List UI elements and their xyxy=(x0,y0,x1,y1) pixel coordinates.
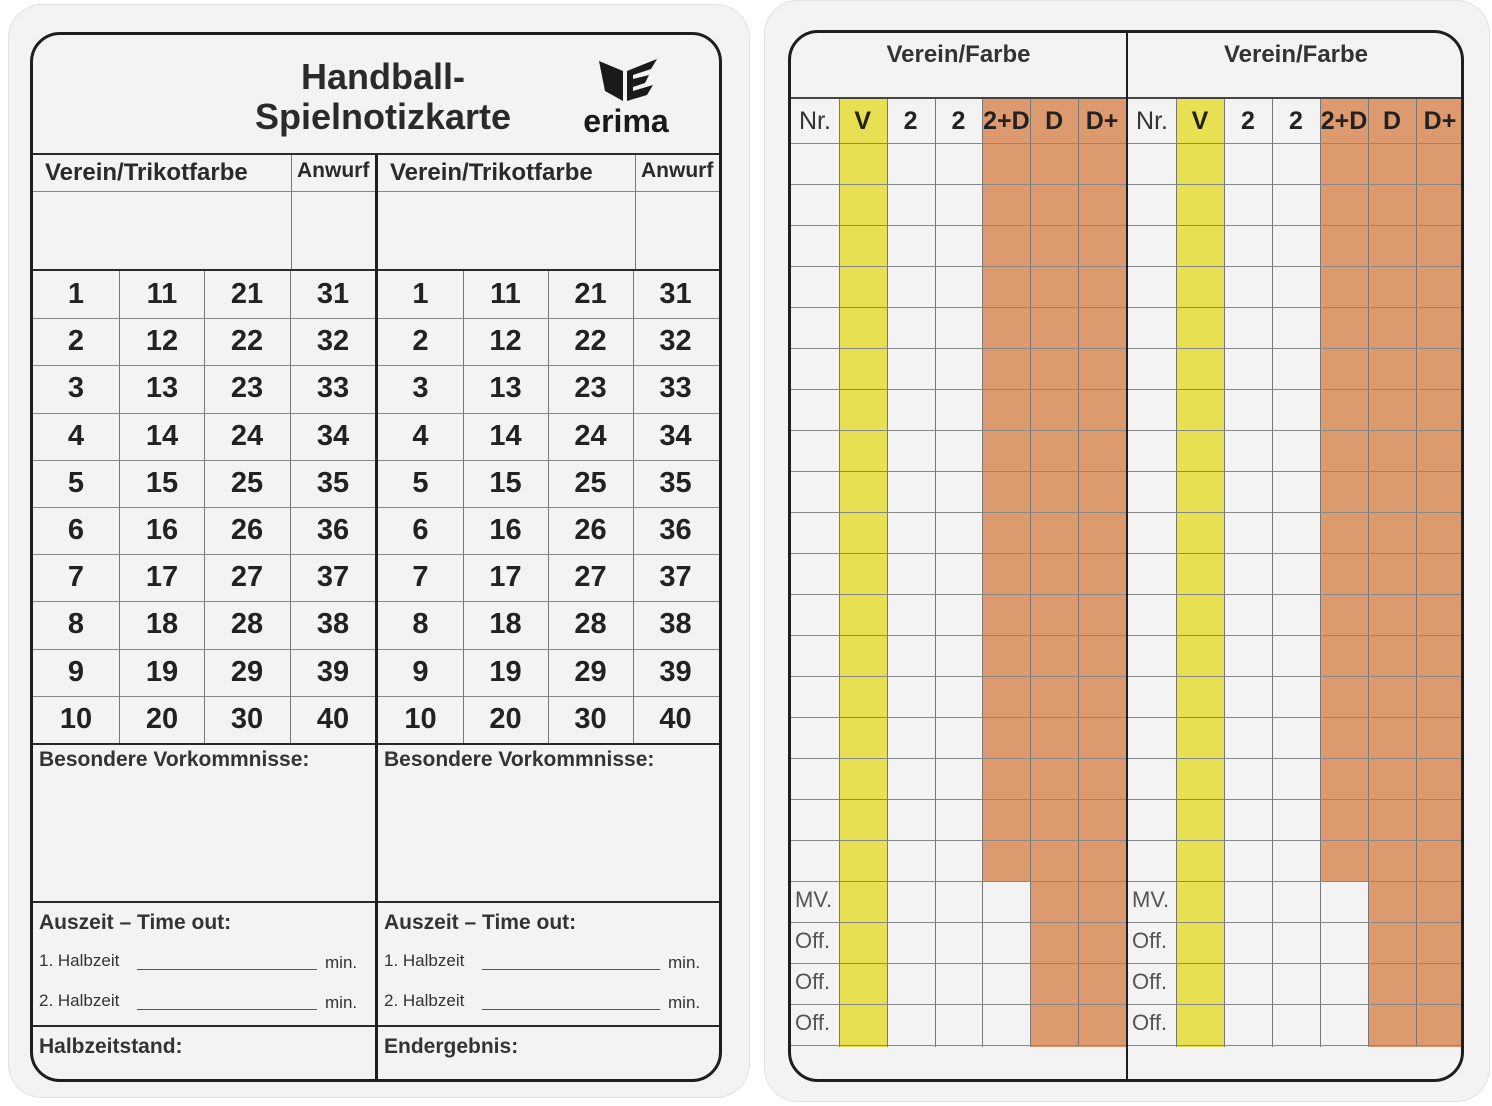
player-number-cell[interactable]: 33 xyxy=(659,372,692,404)
player-number-cell[interactable]: 36 xyxy=(659,514,692,546)
player-number-cell[interactable]: 2 xyxy=(412,325,429,357)
anwurf-label: Anwurf xyxy=(641,159,714,182)
team-name-box[interactable] xyxy=(33,155,375,271)
first-half-timeout-field[interactable] xyxy=(137,969,317,970)
anwurf-label: Anwurf xyxy=(297,159,370,182)
player-entry-row[interactable] xyxy=(791,718,1126,757)
column-header: Nr. xyxy=(1136,107,1168,135)
player-number-cell[interactable]: 27 xyxy=(574,561,607,593)
player-entry-row[interactable] xyxy=(791,308,1126,347)
erima-logo xyxy=(571,55,681,139)
player-number-cell[interactable]: 30 xyxy=(574,703,607,735)
player-number-cell[interactable]: 37 xyxy=(316,561,350,593)
second-half-timeout-field[interactable] xyxy=(482,1009,660,1010)
player-number-cell[interactable]: 20 xyxy=(489,703,522,735)
player-entry-row[interactable] xyxy=(791,841,1126,880)
incidents-label: Besondere Vorkommnisse: xyxy=(39,748,310,771)
player-number-cell[interactable]: 8 xyxy=(67,608,85,640)
player-number-cell[interactable]: 35 xyxy=(659,467,692,499)
player-number-cell[interactable]: 24 xyxy=(574,420,607,452)
official-label: Off. xyxy=(1132,928,1168,953)
incidents-section[interactable] xyxy=(378,745,719,903)
player-row-divider xyxy=(791,881,1126,882)
first-half-label: 1. Halbzeit xyxy=(39,951,120,970)
official-row-divider xyxy=(1128,1045,1464,1046)
player-number-cell[interactable]: 16 xyxy=(489,514,522,546)
player-entry-row[interactable] xyxy=(1128,759,1464,798)
player-number-cell[interactable]: 19 xyxy=(145,656,179,688)
column-header: V xyxy=(1191,107,1209,135)
player-number-cell[interactable]: 18 xyxy=(145,608,179,640)
player-entry-row[interactable] xyxy=(791,677,1126,716)
player-number-cell[interactable]: 34 xyxy=(659,420,692,452)
player-number-cell[interactable]: 18 xyxy=(489,608,522,640)
player-entry-row[interactable] xyxy=(791,554,1126,593)
player-number-cell[interactable]: 1 xyxy=(67,278,85,310)
player-number-cell[interactable]: 19 xyxy=(489,656,522,688)
first-half-label: 1. Halbzeit xyxy=(384,951,465,970)
scorecard-back xyxy=(764,0,1490,1102)
team-color-label: Verein/Trikotfarbe xyxy=(390,159,593,186)
player-number-cell[interactable]: 4 xyxy=(67,420,85,452)
player-number-cell[interactable]: 32 xyxy=(316,325,350,357)
player-entry-row[interactable] xyxy=(791,349,1126,388)
player-number-cell[interactable]: 21 xyxy=(230,278,264,310)
player-number-cell[interactable]: 2 xyxy=(67,325,85,357)
player-number-cell[interactable]: 12 xyxy=(489,325,522,357)
player-entry-row[interactable] xyxy=(1128,390,1464,429)
first-half-timeout-field[interactable] xyxy=(482,969,660,970)
official-label: Off. xyxy=(795,1010,831,1035)
scorecard-back-frame xyxy=(788,30,1464,1082)
second-half-min-label: min. xyxy=(325,993,358,1012)
incidents-section[interactable] xyxy=(33,745,375,903)
column-header: Nr. xyxy=(798,107,831,135)
player-number-cell[interactable]: 33 xyxy=(316,372,350,404)
header-block xyxy=(33,35,719,155)
player-entry-row[interactable] xyxy=(791,472,1126,511)
erima-logo-text: erima xyxy=(583,103,669,139)
player-number-cell[interactable]: 15 xyxy=(145,467,179,499)
player-number-cell[interactable]: 22 xyxy=(574,325,607,357)
player-entry-row[interactable] xyxy=(1128,718,1464,757)
player-entry-row[interactable] xyxy=(791,144,1126,183)
player-entry-row[interactable] xyxy=(791,431,1126,470)
player-number-cell[interactable]: 17 xyxy=(145,561,179,593)
player-entry-row[interactable] xyxy=(791,595,1126,634)
player-number-cell[interactable]: 23 xyxy=(574,372,607,404)
player-number-cell[interactable]: 20 xyxy=(145,703,179,735)
official-label: Off. xyxy=(1132,1010,1168,1035)
penalty-half-a xyxy=(791,33,1126,1082)
player-number-cell[interactable]: 36 xyxy=(316,514,350,546)
player-entry-row[interactable] xyxy=(1128,267,1464,306)
player-number-cell[interactable]: 11 xyxy=(146,278,178,310)
player-number-cell[interactable]: 28 xyxy=(574,608,607,640)
team-name-box[interactable] xyxy=(378,155,719,271)
player-number-cell[interactable]: 9 xyxy=(412,656,429,688)
player-number-cell[interactable]: 39 xyxy=(316,656,350,688)
team-color-label: Verein/Trikotfarbe xyxy=(45,159,248,186)
player-number-cell[interactable]: 38 xyxy=(659,608,692,640)
official-row-divider xyxy=(791,1004,1126,1005)
player-number-cell[interactable]: 8 xyxy=(412,608,429,640)
timeout-section xyxy=(378,903,719,1027)
player-number-cell[interactable]: 29 xyxy=(574,656,607,688)
player-number-cell[interactable]: 40 xyxy=(316,703,350,735)
player-entry-row[interactable] xyxy=(1128,144,1464,183)
player-number-cell[interactable]: 11 xyxy=(490,278,521,310)
anwurf-box[interactable] xyxy=(291,191,375,269)
player-number-cell[interactable]: 29 xyxy=(230,656,264,688)
player-number-cell[interactable]: 12 xyxy=(145,325,179,357)
team-color-header[interactable] xyxy=(791,33,1126,99)
player-number-cell[interactable]: 28 xyxy=(230,608,264,640)
player-number-cell[interactable]: 26 xyxy=(230,514,264,546)
player-number-cell[interactable]: 6 xyxy=(67,514,85,546)
player-entry-row[interactable] xyxy=(1128,595,1464,634)
official-label: Off. xyxy=(795,928,831,953)
player-number-grid xyxy=(33,271,375,745)
official-row-divider xyxy=(791,1045,1126,1046)
first-half-min-label: min. xyxy=(325,953,358,972)
timeout-label: Auszeit – Time out: xyxy=(384,911,577,934)
erima-wings-icon xyxy=(571,55,681,103)
player-number-cell[interactable]: 5 xyxy=(412,467,429,499)
player-entry-row[interactable] xyxy=(1128,841,1464,880)
player-number-cell[interactable]: 31 xyxy=(316,278,350,310)
team-color-label: Verein/Farbe xyxy=(1223,41,1369,68)
player-entry-row[interactable] xyxy=(1128,677,1464,716)
column-header: 2 xyxy=(1241,107,1255,135)
player-number-cell[interactable]: 1 xyxy=(412,278,429,310)
player-number-cell[interactable]: 5 xyxy=(67,467,85,499)
player-entry-row[interactable] xyxy=(791,267,1126,306)
player-number-cell[interactable]: 38 xyxy=(316,608,350,640)
player-entry-row[interactable] xyxy=(791,226,1126,265)
player-number-cell[interactable]: 3 xyxy=(412,372,429,404)
column-header: 2 xyxy=(903,107,918,135)
player-number-cell[interactable]: 7 xyxy=(67,561,85,593)
player-entry-row[interactable] xyxy=(1128,554,1464,593)
player-number-cell[interactable]: 34 xyxy=(316,420,350,452)
card-title: Handball- Spielnotizkarte xyxy=(254,56,512,137)
timeout-section xyxy=(33,903,375,1027)
column-header: 2+D xyxy=(1320,107,1368,135)
player-number-cell[interactable]: 25 xyxy=(574,467,607,499)
player-entry-row[interactable] xyxy=(791,513,1126,552)
column-header: D xyxy=(1045,107,1064,135)
player-number-grid xyxy=(378,271,719,745)
column-header: D+ xyxy=(1085,107,1119,135)
player-number-cell[interactable]: 3 xyxy=(67,372,85,404)
player-number-cell[interactable]: 26 xyxy=(574,514,607,546)
player-number-cell[interactable]: 17 xyxy=(489,561,522,593)
player-number-cell[interactable]: 37 xyxy=(659,561,692,593)
player-number-cell[interactable]: 39 xyxy=(659,656,692,688)
anwurf-box[interactable] xyxy=(635,191,718,269)
column-header: D+ xyxy=(1423,107,1457,135)
column-header: D xyxy=(1382,107,1402,135)
official-row-divider xyxy=(1128,963,1464,964)
player-number-cell[interactable]: 7 xyxy=(412,561,429,593)
official-row-divider xyxy=(1128,1004,1464,1005)
player-number-cell[interactable]: 24 xyxy=(230,420,264,452)
official-label: MV. xyxy=(795,887,833,912)
player-entry-row[interactable] xyxy=(1128,513,1464,552)
player-number-cell[interactable]: 15 xyxy=(489,467,522,499)
player-entry-row[interactable] xyxy=(1128,636,1464,675)
halftime-score-label: Halbzeitstand: xyxy=(39,1035,183,1058)
scorecard-front-frame xyxy=(30,32,722,1082)
incidents-label: Besondere Vorkommnisse: xyxy=(384,748,655,771)
final-result-label: Endergebnis: xyxy=(384,1035,519,1058)
official-row-divider xyxy=(791,963,1126,964)
player-number-cell[interactable]: 13 xyxy=(145,372,179,404)
player-number-cell[interactable]: 4 xyxy=(412,420,429,452)
player-entry-row[interactable] xyxy=(791,390,1126,429)
player-number-cell[interactable]: 10 xyxy=(59,703,93,735)
timeout-label: Auszeit – Time out: xyxy=(39,911,232,934)
penalty-half-b xyxy=(1126,33,1464,1082)
player-number-cell[interactable]: 30 xyxy=(230,703,264,735)
second-half-label: 2. Halbzeit xyxy=(39,991,120,1010)
player-entry-row[interactable] xyxy=(1128,472,1464,511)
player-number-cell[interactable]: 25 xyxy=(230,467,264,499)
column-header: 2+D xyxy=(983,107,1030,135)
player-entry-row[interactable] xyxy=(791,759,1126,798)
player-number-cell[interactable]: 13 xyxy=(489,372,522,404)
player-number-cell[interactable]: 23 xyxy=(230,372,264,404)
official-label: MV. xyxy=(1132,887,1170,912)
player-number-cell[interactable]: 40 xyxy=(659,703,692,735)
player-entry-row[interactable] xyxy=(1128,226,1464,265)
column-header: 2 xyxy=(1289,107,1303,135)
player-number-cell[interactable]: 21 xyxy=(574,278,607,310)
second-half-label: 2. Halbzeit xyxy=(384,991,465,1010)
player-row-divider xyxy=(1128,881,1464,882)
column-header: V xyxy=(854,107,872,135)
player-number-cell[interactable]: 32 xyxy=(659,325,692,357)
player-number-cell[interactable]: 22 xyxy=(230,325,264,357)
player-entry-row[interactable] xyxy=(791,800,1126,839)
player-entry-row[interactable] xyxy=(1128,349,1464,388)
player-entry-row[interactable] xyxy=(1128,800,1464,839)
player-number-cell[interactable]: 14 xyxy=(145,420,179,452)
second-half-min-label: min. xyxy=(668,993,701,1012)
player-number-cell[interactable]: 10 xyxy=(404,703,437,735)
player-number-cell[interactable]: 9 xyxy=(67,656,85,688)
team-color-header[interactable] xyxy=(1128,33,1464,99)
official-row-divider xyxy=(1128,922,1464,923)
player-number-cell[interactable]: 6 xyxy=(412,514,429,546)
player-number-cell[interactable]: 35 xyxy=(316,467,350,499)
column-header: 2 xyxy=(951,107,966,135)
player-entry-row[interactable] xyxy=(1128,431,1464,470)
official-label: Off. xyxy=(795,969,831,994)
second-half-timeout-field[interactable] xyxy=(137,1009,317,1010)
team-color-label: Verein/Farbe xyxy=(886,41,1031,68)
official-row-divider xyxy=(791,922,1126,923)
player-number-cell[interactable]: 27 xyxy=(230,561,264,593)
player-number-cell[interactable]: 14 xyxy=(489,420,522,452)
player-entry-row[interactable] xyxy=(791,636,1126,675)
team-half-a xyxy=(33,155,375,1081)
player-entry-row[interactable] xyxy=(791,185,1126,224)
player-number-cell[interactable]: 31 xyxy=(659,278,692,310)
scorecard-front xyxy=(8,4,750,1098)
player-number-cell[interactable]: 16 xyxy=(145,514,179,546)
first-half-min-label: min. xyxy=(668,953,701,972)
player-entry-row[interactable] xyxy=(1128,185,1464,224)
player-entry-row[interactable] xyxy=(1128,308,1464,347)
official-label: Off. xyxy=(1132,969,1168,994)
team-half-b xyxy=(375,155,719,1081)
